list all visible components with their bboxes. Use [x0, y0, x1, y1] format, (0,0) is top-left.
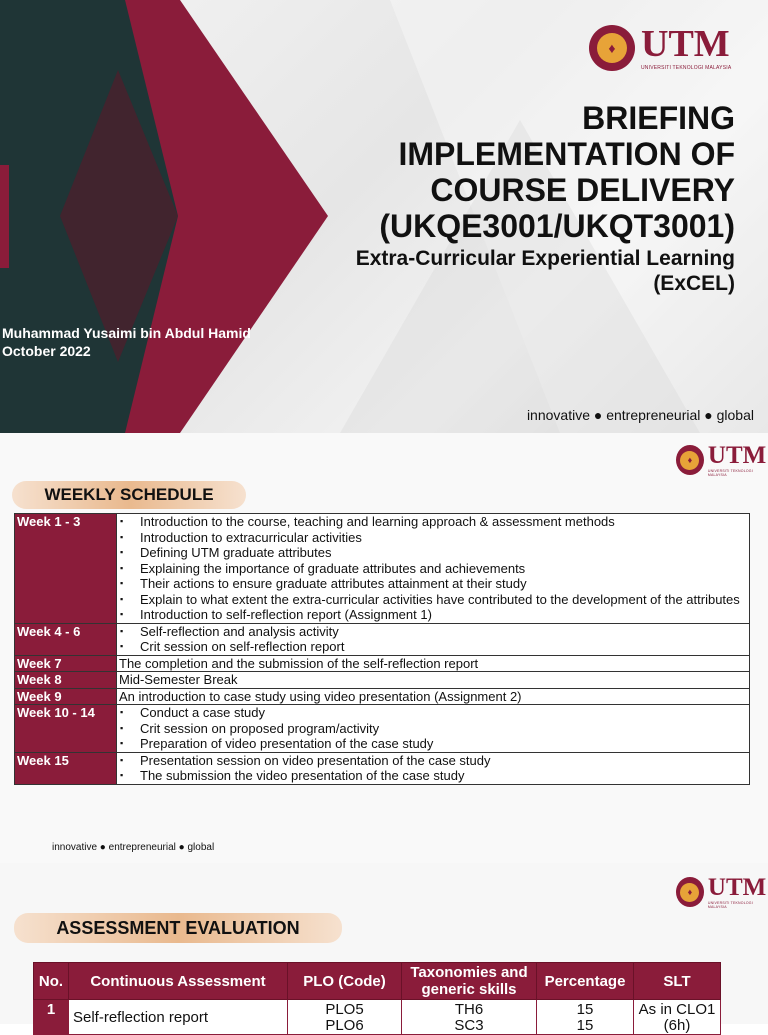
activities-cell [117, 705, 750, 753]
week-cell: Week 7 [15, 655, 117, 672]
week-cell: Week 15 [15, 752, 117, 784]
utm-logo [676, 875, 768, 909]
weekly-schedule-slide [0, 433, 768, 863]
list-item: ▪ Their actions to ensure graduate attributes attainment at their study [119, 576, 747, 592]
list-item: ▪ Introduction to self-reflection report (Assignment 1) [119, 607, 747, 623]
slt-value: As in CLO1 [638, 1001, 716, 1018]
assessment-slide [0, 863, 768, 1034]
utm-wordmark: UTM [707, 442, 767, 469]
list-item: ▪ Conduct a case study [119, 705, 747, 721]
utm-crest-icon: ♦ [589, 25, 635, 71]
column-header: SLT [634, 963, 721, 1000]
utm-crest-icon: ♦ [676, 445, 704, 475]
weekly-schedule-table [14, 513, 750, 785]
column-header: No. [34, 963, 69, 1000]
week-cell: Week 4 - 6 [15, 623, 117, 655]
activities-cell: An introduction to case study using video presentation (Assignment 2) [117, 688, 750, 705]
subtitle-line: Extra-Curricular Experiential Learning [355, 247, 735, 270]
slt-value: (6h) [663, 1017, 691, 1034]
utm-logo [589, 25, 731, 71]
subtitle-line: (ExCEL) [653, 272, 735, 295]
taxonomy-code: TH6 [454, 1001, 484, 1018]
presenter-block [2, 324, 251, 360]
taxonomy-code: SC3 [454, 1017, 484, 1034]
utm-crest-icon: ♦ [676, 877, 704, 907]
column-header: Continuous Assessment [69, 963, 288, 1000]
slt-cell [634, 1000, 721, 1035]
week-cell: Week 10 - 14 [15, 705, 117, 753]
utm-subline: UNIVERSITI TEKNOLOGI MALAYSIA [707, 901, 753, 909]
presenter-name: Muhammad Yusaimi bin Abdul Hamid [2, 325, 251, 341]
section-heading: WEEKLY SCHEDULE [12, 481, 246, 509]
activities-cell: The completion and the submission of the self-reflection report [117, 655, 750, 672]
table-row [34, 1000, 721, 1035]
list-item: ▪ Introduction to extracurricular activities [119, 530, 747, 546]
tagline: innovative ● entrepreneurial ● global [526, 407, 754, 423]
activities-cell [117, 623, 750, 655]
table-row [15, 672, 750, 689]
percentage-cell [537, 1000, 634, 1035]
list-item: ▪ Self-reflection and analysis activity [119, 624, 747, 640]
list-item: ▪ Crit session on self-reflection report [119, 639, 747, 655]
column-header: Taxonomies and generic skills [402, 963, 537, 1000]
utm-subline: UNIVERSITI TEKNOLOGI MALAYSIA [641, 65, 732, 71]
title-line: (UKQE3001/UKQT3001) [379, 208, 735, 244]
list-item: ▪ Explain to what extent the extra-curricular activities have contributed to the development of the attributes [119, 592, 747, 608]
assessment-table [33, 962, 721, 1035]
column-header: PLO (Code) [288, 963, 402, 1000]
list-item: ▪ Crit session on proposed program/activity [119, 721, 747, 737]
row-number: 1 [34, 1000, 69, 1035]
taxonomy-cell [402, 1000, 537, 1035]
title-line: IMPLEMENTATION OF [398, 136, 735, 172]
list-item: ▪ The submission the video presentation of the case study [119, 768, 747, 784]
slide-title [315, 100, 735, 244]
column-header: Percentage [537, 963, 634, 1000]
table-header-row [34, 963, 721, 1000]
title-line: BRIEFING [582, 100, 735, 136]
assessment-cell: Self-reflection report [69, 1000, 288, 1035]
title-slide [0, 0, 768, 433]
week-cell: Week 9 [15, 688, 117, 705]
utm-wordmark: UTM [707, 874, 767, 901]
utm-wordmark: UTM [641, 23, 730, 65]
activities-cell: Mid-Semester Break [117, 672, 750, 689]
plo-cell [288, 1000, 402, 1035]
activities-cell [117, 752, 750, 784]
percentage-value: 15 [576, 1001, 594, 1018]
utm-subline: UNIVERSITI TEKNOLOGI MALAYSIA [707, 469, 753, 477]
percentage-value: 15 [576, 1017, 594, 1034]
table-row [15, 752, 750, 784]
plo-code: PLO6 [325, 1017, 364, 1034]
week-cell: Week 1 - 3 [15, 514, 117, 624]
table-row [15, 705, 750, 753]
list-item: ▪ Explaining the importance of graduate attributes and achievements [119, 561, 747, 577]
slide-subtitle [295, 246, 735, 296]
table-row [15, 514, 750, 624]
list-item: ▪ Defining UTM graduate attributes [119, 545, 747, 561]
table-row [15, 688, 750, 705]
table-row [15, 655, 750, 672]
week-cell: Week 8 [15, 672, 117, 689]
title-line: COURSE DELIVERY [430, 172, 735, 208]
section-heading: ASSESSMENT EVALUATION [14, 913, 342, 943]
list-item: ▪ Presentation session on video presentation of the case study [119, 753, 747, 769]
tagline: innovative ● entrepreneurial ● global [52, 842, 215, 853]
list-item: ▪ Preparation of video presentation of the case study [119, 736, 747, 752]
list-item: ▪ Introduction to the course, teaching and learning approach & assessment methods [119, 514, 747, 530]
plo-code: PLO5 [325, 1001, 364, 1018]
activities-cell [117, 514, 750, 624]
utm-logo [676, 443, 768, 477]
presentation-date: October 2022 [2, 343, 91, 359]
table-row [15, 623, 750, 655]
